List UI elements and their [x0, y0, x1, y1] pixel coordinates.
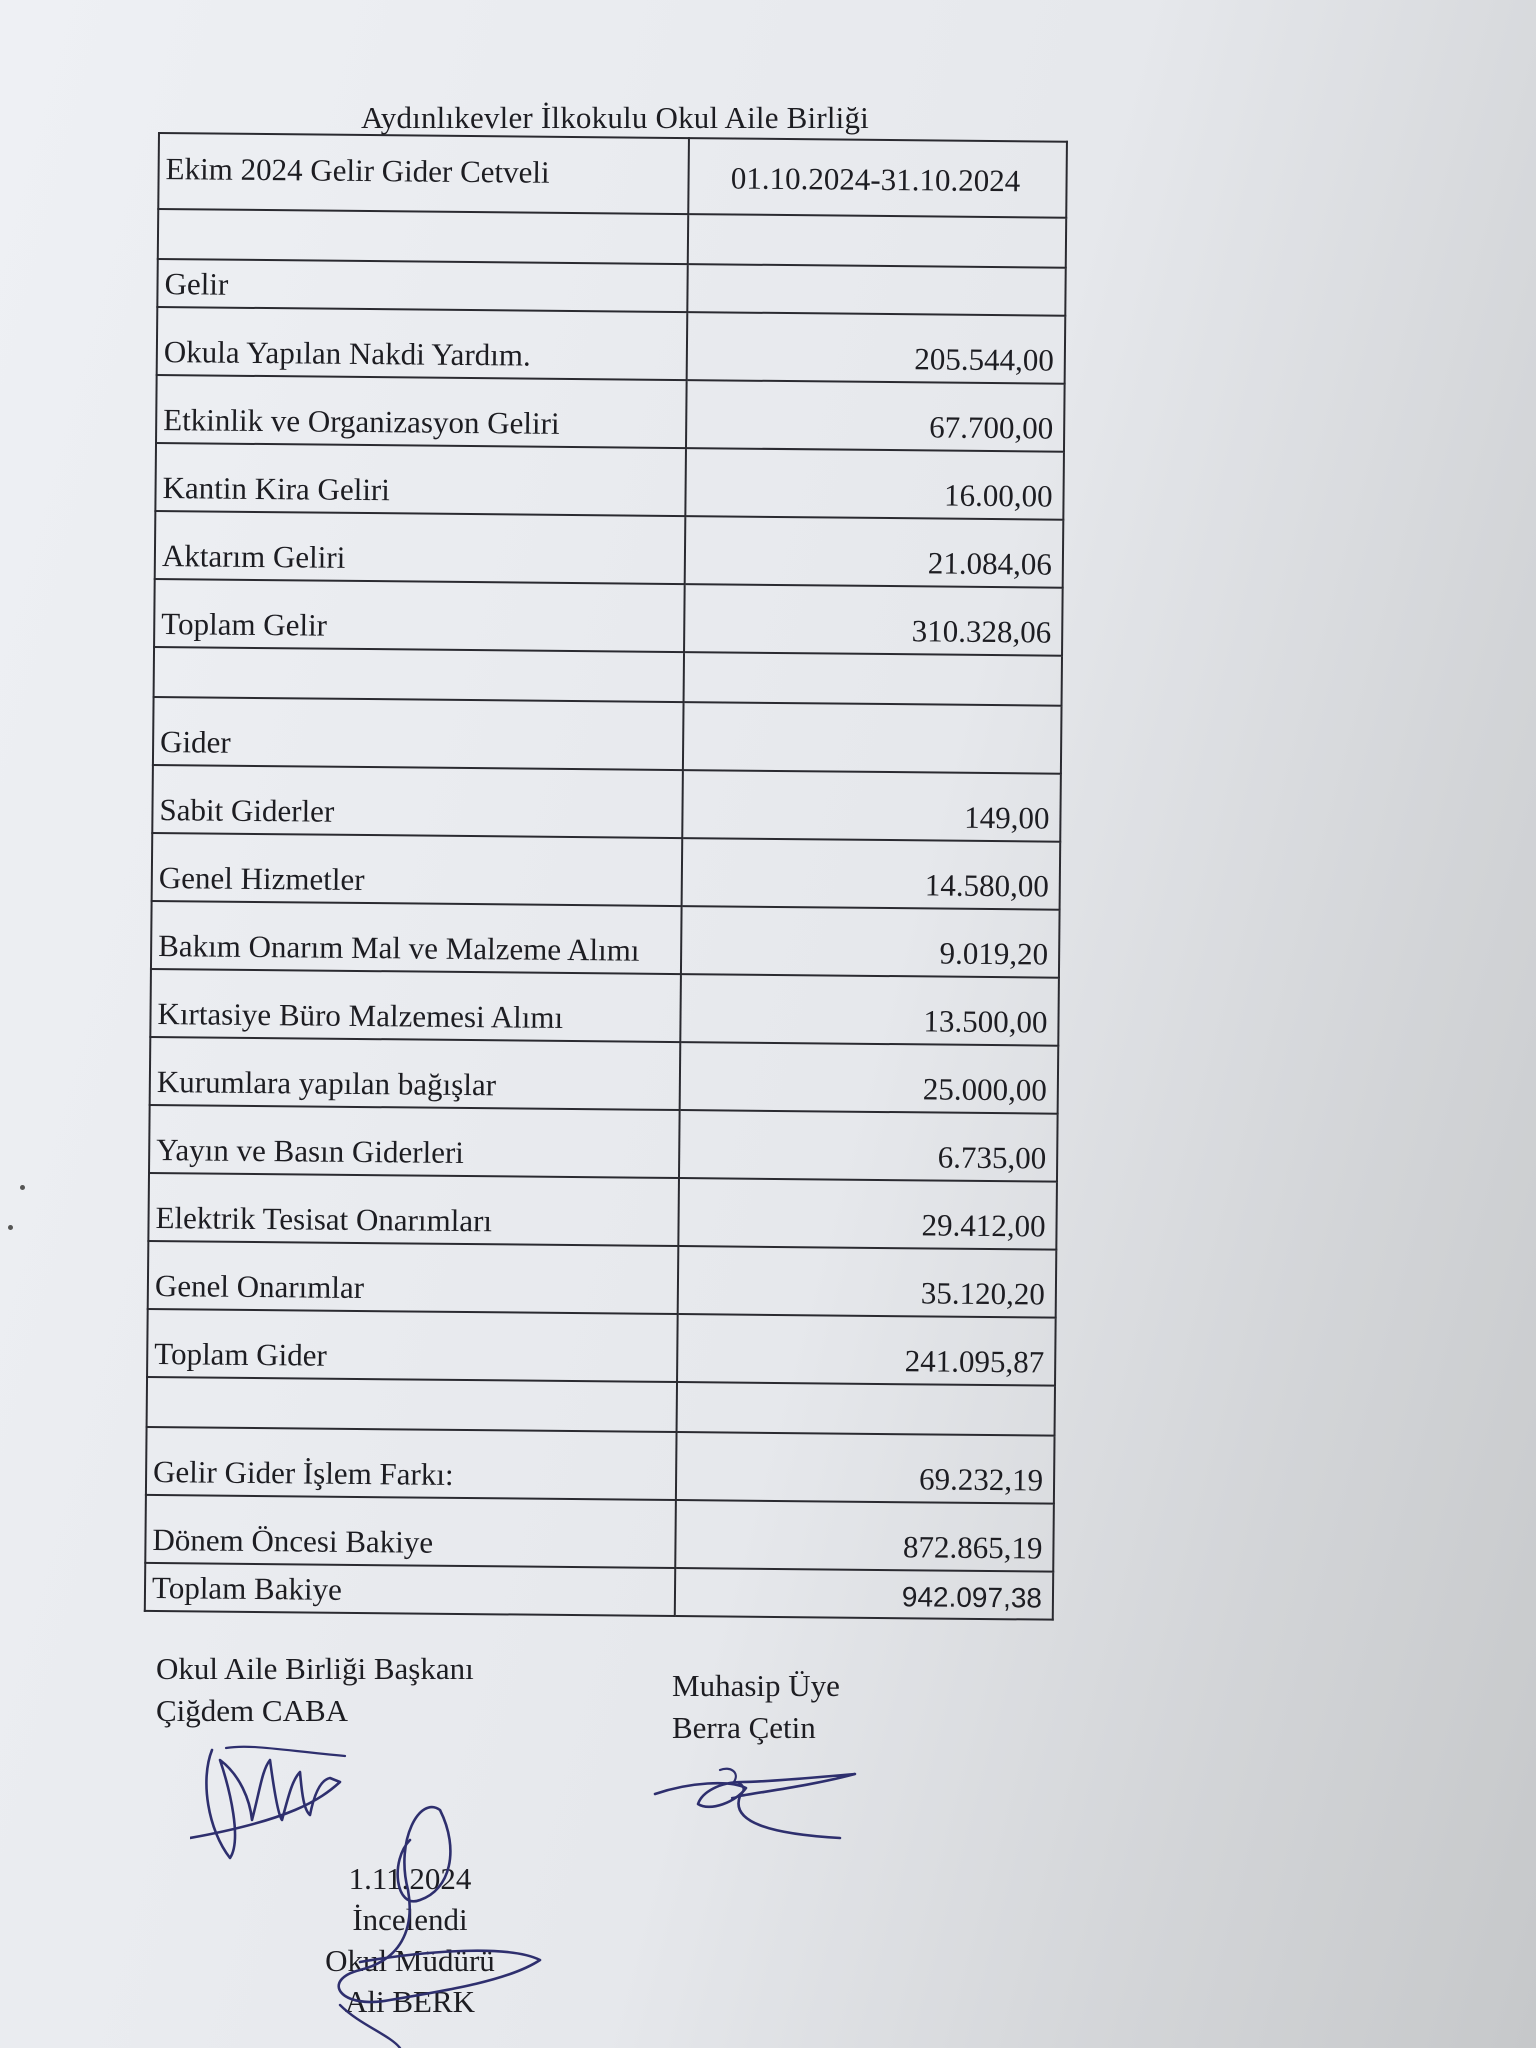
- row-value: 13.500,00: [680, 974, 1059, 1046]
- row-label: Okula Yapılan Nakdi Yardım.: [157, 307, 688, 380]
- previous-balance-label: Dönem Öncesi Bakiye: [145, 1495, 676, 1568]
- accountant-name: Berra Çetin: [672, 1710, 816, 1745]
- accountant-role: Muhasip Üye: [672, 1668, 840, 1703]
- table-row: [155, 443, 1064, 520]
- ink-speck: [20, 1185, 25, 1190]
- table-row: [157, 307, 1066, 384]
- row-value: 67.700,00: [686, 380, 1065, 452]
- row-label: Aktarım Geliri: [155, 511, 686, 584]
- document-title: Aydınlıkevler İlkokulu Okul Aile Birliği: [361, 100, 869, 135]
- row-label: Yayın ve Basın Giderleri: [149, 1105, 680, 1178]
- table-row: [148, 1173, 1057, 1250]
- row-label: Kırtasiye Büro Malzemesi Alımı: [150, 969, 681, 1042]
- income-heading: Gelir: [157, 259, 687, 312]
- table-row: [150, 969, 1059, 1046]
- approval-date: 1.11.2024: [348, 1861, 472, 1896]
- row-value: 29.412,00: [678, 1178, 1057, 1250]
- expense-total-row: [147, 1309, 1056, 1386]
- row-label: Kantin Kira Geliri: [155, 443, 686, 516]
- table-row: [152, 765, 1061, 842]
- table-header-row: [158, 133, 1067, 218]
- table-row: [149, 1105, 1058, 1182]
- row-label: Genel Hizmetler: [152, 833, 683, 906]
- total-balance-value: 942.097,38: [675, 1568, 1053, 1620]
- row-value: 16.00,00: [685, 448, 1064, 520]
- table-row: [155, 511, 1064, 588]
- expense-heading: Gider: [153, 697, 684, 770]
- statement-period: 01.10.2024-31.10.2024: [688, 138, 1067, 218]
- difference-row: [146, 1427, 1055, 1504]
- ink-speck: [8, 1225, 13, 1230]
- table-spacer-row: [147, 1377, 1055, 1436]
- total-balance-row: [145, 1563, 1053, 1620]
- income-total-value: 310.328,06: [684, 584, 1063, 656]
- table-spacer-row: [154, 647, 1062, 706]
- income-total-label: Toplam Gelir: [154, 579, 685, 652]
- row-label: Genel Onarımlar: [148, 1241, 679, 1314]
- table-spacer-row: [158, 209, 1066, 268]
- row-value: 9.019,20: [681, 906, 1060, 978]
- table-row: [151, 901, 1060, 978]
- income-expense-table: [144, 132, 1068, 1621]
- row-value: 35.120,20: [678, 1246, 1057, 1318]
- row-label: Etkinlik ve Organizasyon Geliri: [156, 375, 687, 448]
- expense-heading-row: [153, 697, 1062, 774]
- row-value: 205.544,00: [687, 312, 1066, 384]
- row-value: 25.000,00: [680, 1042, 1059, 1114]
- table-row: [152, 833, 1061, 910]
- row-label: Sabit Giderler: [152, 765, 683, 838]
- principal-role: Okul Müdürü: [325, 1943, 495, 1978]
- row-value: 21.084,06: [685, 516, 1064, 588]
- previous-balance-value: 872.865,19: [675, 1500, 1054, 1572]
- accountant-signature-block: [672, 1665, 840, 1749]
- total-balance-label: Toplam Bakiye: [145, 1563, 675, 1616]
- table-row: [156, 375, 1065, 452]
- expense-total-label: Toplam Gider: [147, 1309, 678, 1382]
- row-value: 6.735,00: [679, 1110, 1058, 1182]
- previous-balance-row: [145, 1495, 1054, 1572]
- expense-total-value: 241.095,87: [677, 1314, 1056, 1386]
- chair-role: Okul Aile Birliği Başkanı: [156, 1651, 474, 1686]
- row-value: 14.580,00: [682, 838, 1061, 910]
- row-label: Kurumlara yapılan bağışlar: [150, 1037, 681, 1110]
- statement-label: Ekim 2024 Gelir Gider Cetveli: [158, 133, 689, 214]
- row-label: Elektrik Tesisat Onarımları: [148, 1173, 679, 1246]
- accountant-signature-mark: [650, 1752, 870, 1862]
- table-row: [148, 1241, 1057, 1318]
- table-row: [150, 1037, 1059, 1114]
- principal-name: Ali BERK: [344, 1984, 476, 2019]
- row-value: 149,00: [682, 770, 1061, 842]
- row-label: Bakım Onarım Mal ve Malzeme Alımı: [151, 901, 682, 974]
- income-heading-row: [157, 259, 1065, 316]
- income-total-row: [154, 579, 1063, 656]
- reviewed-note: İncelendi: [352, 1902, 468, 1937]
- difference-label: Gelir Gider İşlem Farkı:: [146, 1427, 677, 1500]
- principal-signature-mark: [300, 1800, 560, 2048]
- chair-name: Çiğdem CABA: [156, 1693, 349, 1728]
- difference-value: 69.232,19: [676, 1432, 1055, 1504]
